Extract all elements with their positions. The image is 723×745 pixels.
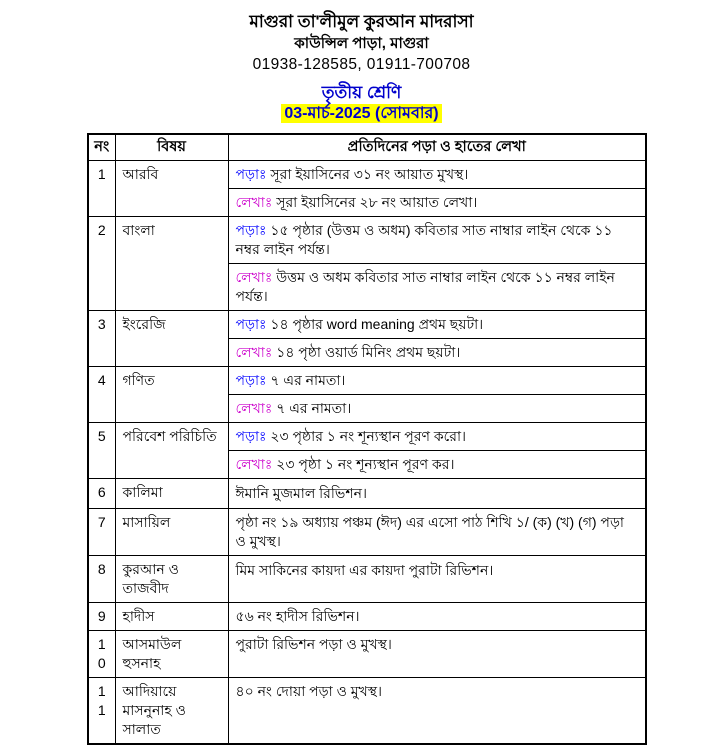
school-address: কাউন্সিল পাড়া, মাগুরা [294, 35, 429, 52]
subject-cell: কালিমা [115, 479, 228, 509]
row-number: 1 [88, 161, 115, 217]
read-label: পড়াঃ [235, 166, 267, 182]
table-row [88, 217, 646, 264]
row-number: 2 [88, 217, 115, 311]
row-number: 11 [88, 678, 115, 745]
read-label: পড়াঃ [235, 222, 267, 238]
read-text: ১৪ পৃষ্ঠার word meaning প্রথম ছয়টা। [270, 316, 484, 332]
write-text: ৭ এর নামতা। [276, 400, 352, 416]
row-number: 5 [88, 423, 115, 479]
write-label: লেখাঃ [235, 400, 273, 416]
read-text: সূরা ইয়াসিনের ৩১ নং আয়াত মুখস্থ। [270, 166, 469, 182]
table-row [88, 423, 646, 451]
row-number: 6 [88, 479, 115, 509]
task-cell: পৃষ্ঠা নং ১৯ অধ্যায় পঞ্চম (ঈদ) এর এসো পাঠ শিখি ১/ (ক) (খ) (গ) পড়া ও মুখস্থ। [228, 509, 646, 556]
table-row [88, 678, 646, 745]
date-highlight: 03-মার্চ-2025 (সোমবার) [281, 104, 441, 123]
col-header-subject: বিষয় [115, 134, 228, 161]
col-header-task: প্রতিদিনের পড়া ও হাতের লেখা [228, 134, 646, 161]
task-cell: ৪০ নং দোয়া পড়া ও মুখস্থ। [228, 678, 646, 745]
table-row [88, 556, 646, 603]
task-cell: ৫৬ নং হাদীস রিভিশন। [228, 603, 646, 631]
subject-cell: গণিত [115, 367, 228, 423]
table-header-row [88, 134, 646, 161]
write-text: ১৪ পৃষ্ঠা ওয়ার্ড মিনিং প্রথম ছয়টা। [276, 344, 461, 360]
read-task-cell [228, 217, 646, 264]
read-task-cell [228, 423, 646, 451]
school-name: মাগুরা তা'লীমুল কুরআন মাদরাসা [249, 12, 474, 31]
write-text: ২৩ পৃষ্ঠা ১ নং শূন্যস্থান পূরণ কর। [276, 456, 455, 472]
class-title: তৃতীয় শ্রেণি [321, 83, 402, 102]
row-number: 8 [88, 556, 115, 603]
read-label: পড়াঃ [235, 372, 267, 388]
read-task-cell [228, 311, 646, 339]
row-number: 3 [88, 311, 115, 367]
write-text: সূরা ইয়াসিনের ২৮ নং আয়াত লেখা। [276, 194, 478, 210]
col-header-no: নং [88, 134, 115, 161]
write-label: লেখাঃ [235, 194, 273, 210]
date-line [0, 104, 723, 124]
write-label: লেখাঃ [235, 456, 273, 472]
write-task-cell [228, 264, 646, 311]
read-text: ১৫ পৃষ্ঠার (উত্তম ও অধম) কবিতার সাত নাম্বার লাইন থেকে ১১ নম্বর লাইন পর্যন্ত। [235, 222, 613, 257]
subject-cell: বাংলা [115, 217, 228, 311]
row-number: 9 [88, 603, 115, 631]
table-row [88, 161, 646, 189]
phone-numbers: 01938-128585, 01911-700708 [252, 56, 471, 73]
table-row [88, 479, 646, 509]
write-label: লেখাঃ [235, 269, 273, 285]
subject-cell: আসমাউল হুসনাহ [115, 631, 228, 678]
read-text: ৭ এর নামতা। [270, 372, 346, 388]
read-label: পড়াঃ [235, 428, 267, 444]
subject-cell: হাদীস [115, 603, 228, 631]
table-row [88, 367, 646, 395]
table-row [88, 509, 646, 556]
read-text: ২৩ পৃষ্ঠার ১ নং শূন্যস্থান পূরণ করো। [270, 428, 467, 444]
write-task-cell [228, 189, 646, 217]
subject-cell: মাসায়িল [115, 509, 228, 556]
document-header [0, 0, 723, 124]
subject-cell: কুরআন ও তাজবীদ [115, 556, 228, 603]
read-task-cell [228, 161, 646, 189]
write-text: উত্তম ও অধম কবিতার সাত নাম্বার লাইন থেকে ১১ নম্বর লাইন পর্যন্ত। [235, 269, 615, 304]
task-cell: মিম সাকিনের কায়দা এর কায়দা পুরাটা রিভিশন। [228, 556, 646, 603]
write-label: লেখাঃ [235, 344, 273, 360]
write-task-cell [228, 395, 646, 423]
write-task-cell [228, 339, 646, 367]
subject-cell: ইংরেজি [115, 311, 228, 367]
row-number: 7 [88, 509, 115, 556]
table-row [88, 603, 646, 631]
task-cell: পুরাটা রিভিশন পড়া ও মুখস্থ। [228, 631, 646, 678]
row-number: 10 [88, 631, 115, 678]
table-row [88, 311, 646, 339]
task-cell: ঈমানি মুজমাল রিভিশন। [228, 479, 646, 509]
homework-table [87, 133, 647, 745]
read-task-cell [228, 367, 646, 395]
write-task-cell [228, 451, 646, 479]
read-label: পড়াঃ [235, 316, 267, 332]
table-row [88, 631, 646, 678]
row-number: 4 [88, 367, 115, 423]
subject-cell: পরিবেশ পরিচিতি [115, 423, 228, 479]
subject-cell: আদিয়ায়ে মাসনুনাহ ও সালাত [115, 678, 228, 745]
subject-cell: আরবি [115, 161, 228, 217]
